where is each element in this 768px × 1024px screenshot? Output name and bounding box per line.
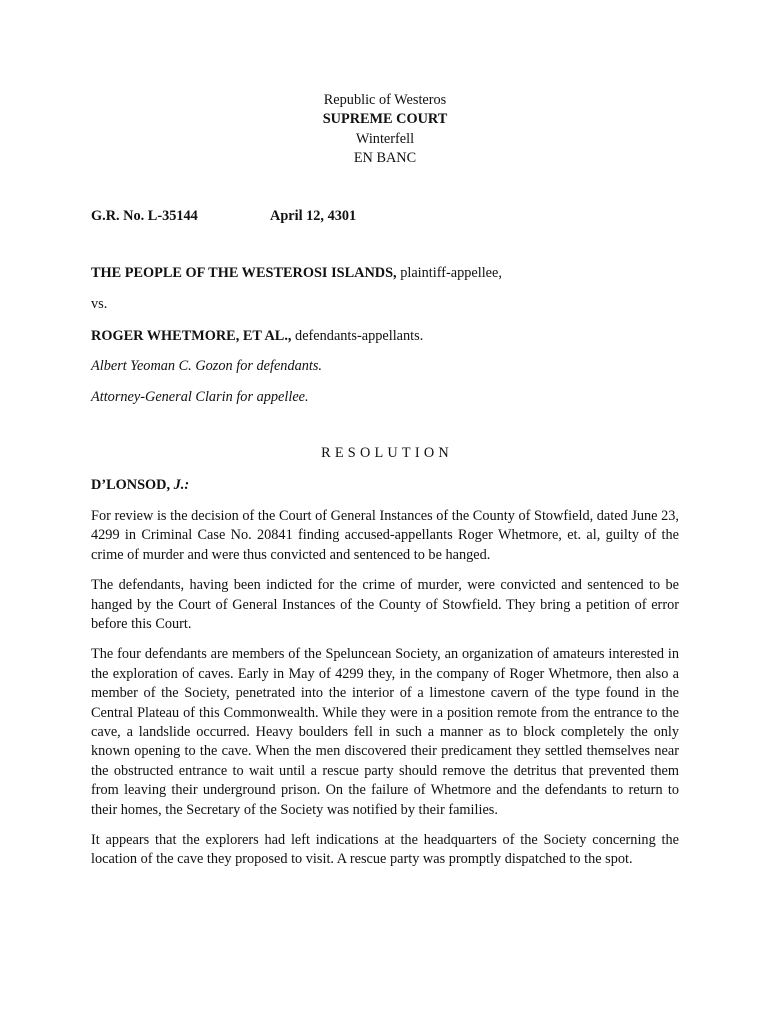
plaintiff-name: THE PEOPLE OF THE WESTEROSI ISLANDS, — [91, 265, 397, 282]
counsel-for-defendants: Albert Yeoman C. Gozon for defendants. — [91, 358, 323, 375]
defendant-name: ROGER WHETMORE, ET AL., — [91, 327, 292, 344]
ponente-line — [91, 476, 679, 495]
decision-date: April 12, 4301 — [270, 207, 357, 224]
body-paragraph-3: The four defendants are members of the Speluncean Society, an organization of amateurs interested in the exploration of caves. Early in May of 4299 they, in the company of Roger Whetmore, then also a member of the Society, penetrated into the interior of a limestone cavern of the type found in the Central Plateau of this Commonwealth. While they were in a position remote from the entrance to the cave, a landslide occurred. Heavy boulders fell in such a manner as to block completely the only known opening to the cave. When the men discovered their predicament they settled themselves near the obstructed entrance to wait until a rescue party should remove the detritus that prevented them from leaving their underground prison. On the failure of Whetmore and the defendants to return to their homes, the Secretary of the Society was notified by their families. — [91, 646, 679, 818]
versus-label: vs. — [91, 296, 108, 313]
court-name: SUPREME COURT — [322, 111, 448, 128]
body-paragraph-1: For review is the decision of the Court of General Instances of the County of Stowfield, dated June 23, 4299 in Criminal Case No. 20841 finding accused-appellants Roger Whetmore, et. al, guilty of the crime of murder and were thus convicted and sentenced to be hanged. — [91, 507, 679, 563]
gr-number: G.R. No. L-35144 — [91, 207, 198, 224]
document-page — [91, 91, 679, 870]
ponente-name: D’LONSOD, — [91, 477, 174, 494]
defendant-role: defendants-appellants. — [291, 327, 424, 344]
country-name: Republic of Westeros — [323, 92, 447, 108]
resolution-title: RESOLUTION — [321, 445, 453, 462]
plaintiff-line — [91, 264, 679, 283]
counsel-for-appellee: Attorney-General Clarin for appellee. — [91, 388, 309, 405]
court-city: Winterfell — [355, 130, 415, 147]
division-label: EN BANC — [353, 150, 417, 167]
body-paragraph-4: It appears that the explorers had left indications at the headquarters of the Society concerning the location of the cave they proposed to visit. A rescue party was promptly dispatched to the spot. — [91, 831, 679, 868]
court-header — [91, 91, 679, 169]
defendant-line — [91, 327, 679, 346]
ponente-suffix: J.: — [173, 477, 190, 494]
plaintiff-role: plaintiff-appellee, — [396, 265, 502, 282]
body-paragraph-2: The defendants, having been indicted for the crime of murder, were convicted and sentenced to be hanged by the Court of General Instances of the County of Stowfield. They bring a petition of error before this Court. — [91, 577, 679, 632]
case-number-line — [91, 207, 679, 226]
